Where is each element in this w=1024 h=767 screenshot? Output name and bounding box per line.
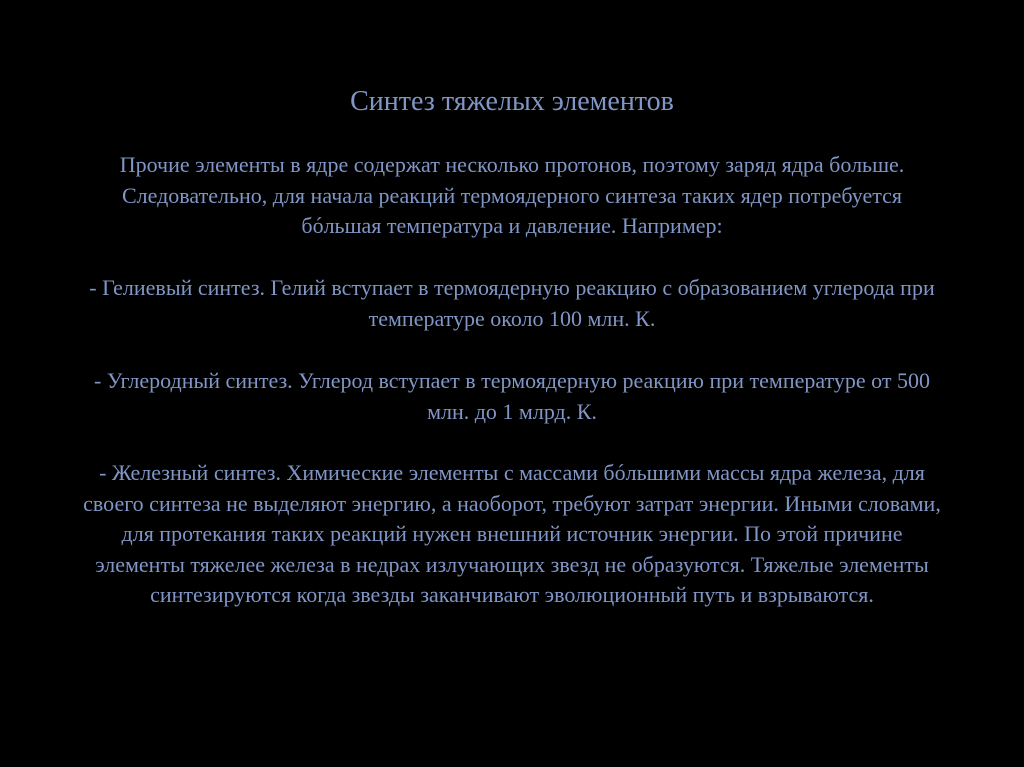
iron-line: синтезируются когда звезды заканчивают эволюционный путь и взрываются. bbox=[150, 582, 874, 607]
carbon-fusion-paragraph bbox=[6, 366, 1018, 427]
intro-line: бóльшая температура и давление. Например: bbox=[301, 213, 723, 238]
iron-fusion-paragraph bbox=[6, 458, 1018, 611]
iron-line: своего синтеза не выделяют энергию, а наоборот, требуют затрат энергии. Иными словами, bbox=[83, 490, 941, 516]
intro-line: Прочие элементы в ядре содержат несколько протонов, поэтому заряд ядра больше. bbox=[119, 152, 905, 177]
iron-line: элементы тяжелее железа в недрах излучающих звезд не образуются. Тяжелые элементы bbox=[95, 551, 929, 577]
helium-fusion-paragraph bbox=[6, 273, 1018, 334]
helium-line: - Гелиевый синтез. Гелий вступает в термоядерную реакцию с образованием углерода при bbox=[89, 275, 935, 300]
carbon-line: - Углеродный синтез. Углерод вступает в термоядерную реакцию при температуре от 500 bbox=[94, 368, 930, 393]
carbon-line: млн. до 1 млрд. К. bbox=[427, 398, 597, 424]
helium-line: температуре около 100 млн. К. bbox=[368, 305, 656, 331]
iron-line: для протекания таких реакций нужен внешний источник энергии. По этой причине bbox=[121, 521, 903, 546]
intro-line: Следовательно, для начала реакций термоядерного синтеза таких ядер потребуется bbox=[121, 182, 902, 208]
intro-paragraph bbox=[6, 150, 1018, 242]
iron-line: - Железный синтез. Химические элементы с массами бóльшими массы ядра железа, для bbox=[99, 460, 925, 485]
slide-title: Синтез тяжелых элементов bbox=[350, 86, 674, 117]
